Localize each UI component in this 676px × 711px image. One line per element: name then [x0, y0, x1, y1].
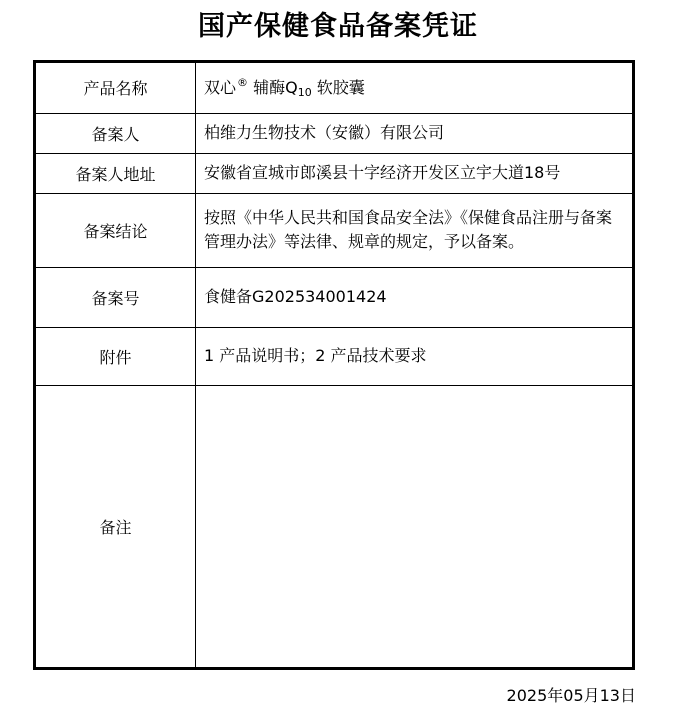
product-name-middle: 辅酶Q: [248, 77, 298, 97]
record-table-frame: [33, 60, 635, 670]
table-row-record-number: [36, 267, 632, 327]
table-row-attachments: [36, 327, 632, 385]
product-name-suffix: 软胶囊: [311, 77, 365, 97]
document-title: 国产保健食品备案凭证: [198, 11, 478, 42]
record-table: [36, 63, 632, 667]
table-row-filer-address: [36, 153, 632, 193]
attachments-value: 1 产品说明书；2 产品技术要求: [196, 327, 633, 385]
product-name-subscript: 10: [297, 85, 312, 99]
table-row-filer: [36, 113, 632, 153]
issue-date: 2025年05月13日: [506, 686, 636, 705]
filer-address-value: 安徽省宣城市郎溪县十字经济开发区立宇大道18号: [196, 153, 633, 193]
conclusion-label: 备案结论: [36, 193, 196, 267]
filer-value: 柏维力生物技术（安徽）有限公司: [196, 113, 633, 153]
remarks-value: [196, 385, 633, 667]
product-name-label: 产品名称: [36, 63, 196, 113]
filer-address-label: 备案人地址: [36, 153, 196, 193]
record-number-value: 食健备G202534001424: [196, 267, 633, 327]
table-row-remarks: [36, 385, 632, 667]
conclusion-value: 按照《中华人民共和国食品安全法》《保健食品注册与备案管理办法》等法律、规章的规定，予以备案。: [196, 193, 633, 267]
record-number-label: 备案号: [36, 267, 196, 327]
table-row-conclusion: [36, 193, 632, 267]
table-row-product-name: [36, 63, 632, 113]
product-name-value: [196, 63, 633, 113]
attachments-label: 附件: [36, 327, 196, 385]
remarks-label: 备注: [36, 385, 196, 667]
registered-mark: ®: [237, 75, 249, 89]
filer-label: 备案人: [36, 113, 196, 153]
product-name-prefix: 双心: [204, 77, 237, 97]
